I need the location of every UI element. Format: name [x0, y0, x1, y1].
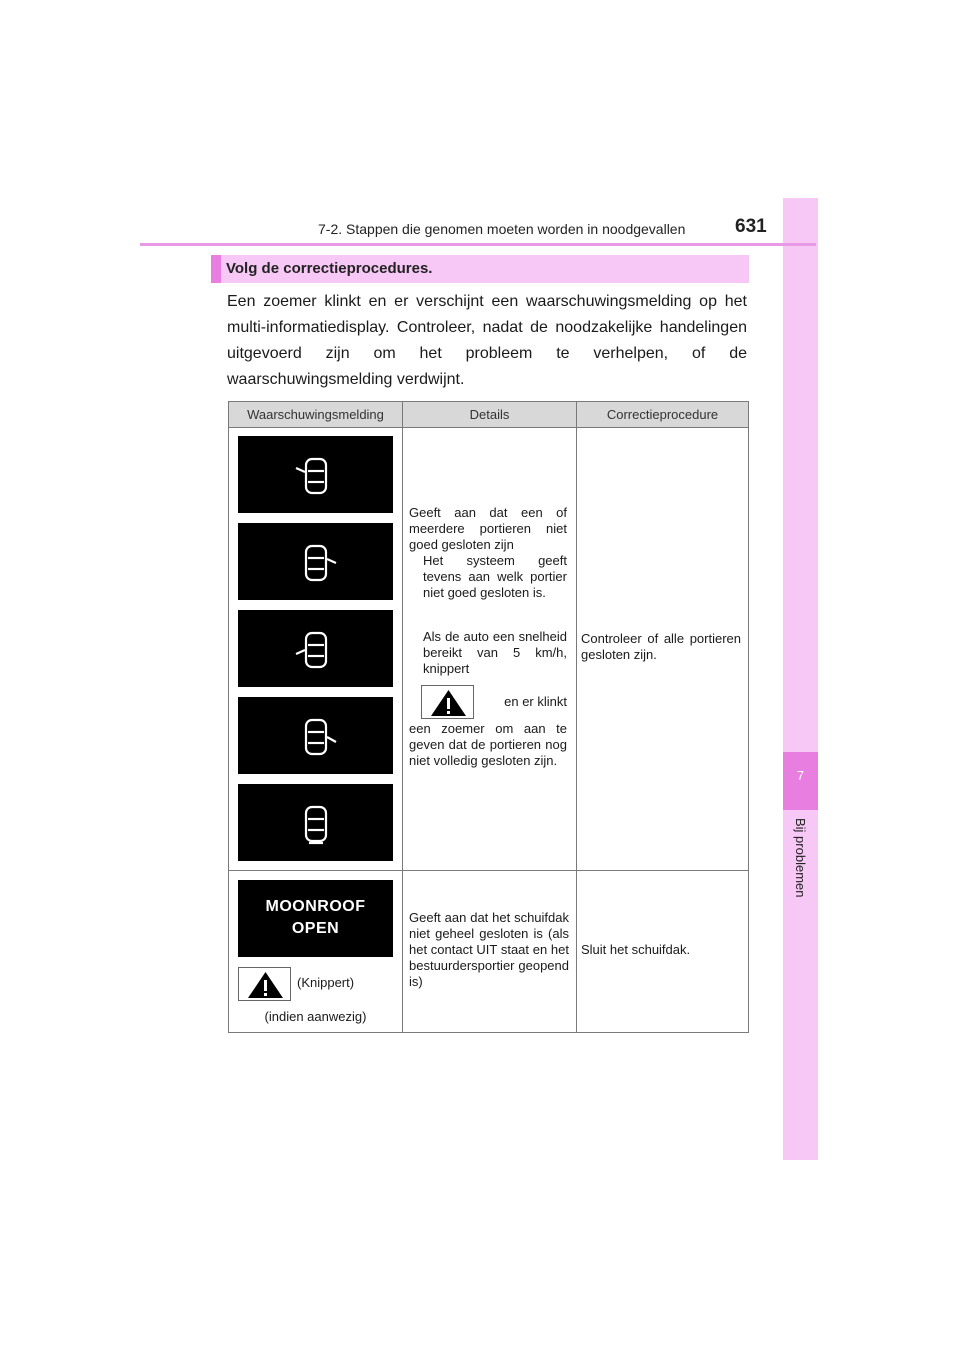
moonroof-display-line-2: OPEN — [291, 920, 340, 937]
chapter-side-tab — [783, 198, 818, 1160]
table-header — [229, 402, 748, 428]
chapter-number: 7 — [796, 768, 805, 783]
moonroof-procedure: Sluit het schuifdak. — [581, 942, 691, 957]
door-open-display-front-left — [238, 436, 393, 513]
blink-label: (Knippert) — [297, 975, 355, 990]
moonroof-open-display — [238, 880, 393, 957]
page-number: 631 — [735, 216, 767, 237]
master-warning-icon — [421, 685, 474, 719]
column-header-details: Details — [469, 407, 510, 422]
column-header-warning: Waarschuwingsmelding — [247, 407, 384, 422]
section-header: 7-2. Stappen die genomen moeten worden in noodgevallen — [318, 221, 686, 237]
chapter-title: Bij problemen — [793, 818, 808, 898]
column-divider — [576, 402, 577, 1032]
master-warning-icon — [238, 967, 291, 1001]
door-open-display-front-right — [238, 523, 393, 600]
door-open-display-rear-right — [238, 697, 393, 774]
header-divider — [140, 243, 816, 246]
door-details-item-2a: Als de auto een snelheid bereikt van 5 km/h, knippert — [423, 629, 567, 676]
column-header-procedure: Correctieprocedure — [606, 407, 719, 422]
door-procedure: Controleer of alle portieren gesloten zijn. — [581, 631, 741, 662]
moonroof-details: Geeft aan dat het schuifdak niet geheel gesloten is (als het contact UIT staat en het bestuurdersportier geopend is) — [409, 910, 569, 989]
intro-paragraph: Een zoemer klinkt en er verschijnt een waarschuwingsmelding op het multi-informatiedisplay. Controleer, nadat de noodzakelijke handelingen uitgevoerd zijn om het probleem te verhelpen, of de waarschuwingsmelding verdwijnt. — [227, 293, 747, 388]
moonroof-display-line-1: MOONROOF — [265, 898, 366, 915]
door-details-item-1: Het systeem geeft tevens aan welk portier niet goed gesloten is. — [423, 553, 567, 600]
door-open-display-trunk — [238, 784, 393, 861]
door-open-display-rear-left — [238, 610, 393, 687]
warning-table — [228, 401, 749, 1033]
section-heading: Volg de correctieprocedures. — [211, 255, 749, 283]
column-divider — [402, 402, 403, 1032]
door-details-item-2c: een zoemer om aan te geven dat de portieren nog niet volledig gesloten zijn. — [409, 721, 567, 768]
door-details-intro: Geeft aan dat een of meerdere portieren niet goed gesloten zijn — [409, 505, 567, 552]
row-divider — [229, 870, 748, 871]
door-details-item-2b: en er klinkt — [504, 694, 567, 709]
availability-note: (indien aanwezig) — [264, 1009, 367, 1024]
